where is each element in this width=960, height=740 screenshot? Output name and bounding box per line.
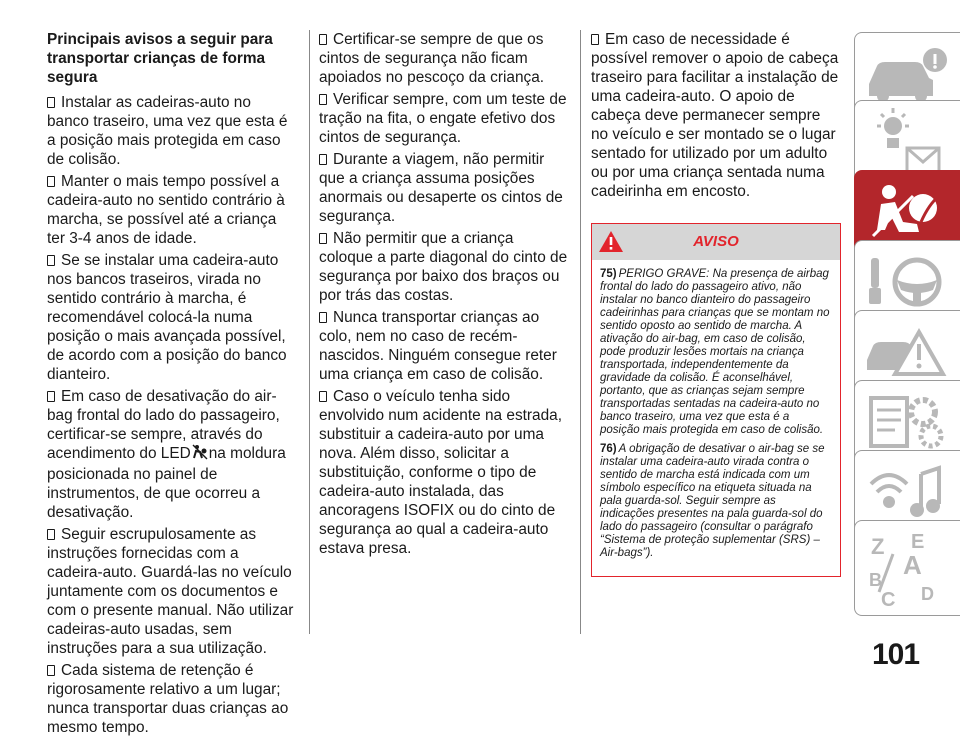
checkbox-bullet-icon — [319, 34, 327, 45]
warning-box — [591, 223, 841, 577]
index-az-icon — [859, 524, 957, 612]
checkbox-bullet-icon — [319, 312, 327, 323]
bullet-item: Não permitir que a criança coloque a parte diagonal do cinto de segurança por baixo dos braços ou por trás das costas. — [319, 230, 568, 304]
airbag-off-led-icon — [192, 444, 208, 465]
bullet-item: Durante a viagem, não permitir que a criança assuma posições anormais ou desaperte os cintos de segurança. — [319, 151, 563, 225]
checkbox-bullet-icon — [47, 97, 55, 108]
column-divider-1 — [309, 30, 310, 634]
checkbox-bullet-icon — [319, 391, 327, 402]
bullet-item: Instalar as cadeiras-auto no banco traseiro, uma vez que esta é a posição mais protegida em caso de colisão. — [47, 94, 288, 168]
section-heading: Principais avisos a seguir para transportar crianças de forma segura — [47, 31, 273, 86]
checkbox-bullet-icon — [319, 154, 327, 165]
svg-text:B: B — [869, 570, 882, 590]
bullet-item: Certificar-se sempre de que os cintos de segurança não ficam apoiados no pescoço da criança. — [319, 31, 545, 86]
checkbox-bullet-icon — [47, 529, 55, 540]
column-divider-2 — [580, 30, 581, 634]
svg-text:C: C — [881, 589, 896, 611]
column-1 — [47, 30, 297, 740]
bullet-item: Verificar sempre, com um teste de tração na fita, o engate efetivo dos cintos de segurança. — [319, 91, 567, 146]
checkbox-bullet-icon — [591, 34, 599, 45]
warning-note: 76) A obrigação de desativar o air-bag se se instalar uma cadeira-auto virada contra o sentido de marcha está indicada com um símbolo específico na etiqueta situada na pala guarda-sol. Seguir sempre as indicações presentes na pala guarda-sol do lado do passageiro (consultar o parágrafo “Sistema de proteção suplementar (SRS) – Air-bags”). — [600, 443, 825, 559]
svg-text:Z: Z — [871, 534, 885, 559]
column-2 — [319, 30, 569, 561]
page-number: 101 — [872, 638, 920, 671]
warning-body — [592, 260, 840, 576]
checkbox-bullet-icon — [47, 391, 55, 402]
checkbox-bullet-icon — [319, 94, 327, 105]
bullet-item: Manter o mais tempo possível a cadeira-auto no sentido contrário à marcha, se possível até a criança ter 3-4 anos de idade. — [47, 173, 285, 247]
svg-text:A: A — [903, 550, 922, 580]
svg-text:D: D — [921, 584, 934, 604]
checkbox-bullet-icon — [47, 176, 55, 187]
bullet-item: Caso o veículo tenha sido envolvido num acidente na estrada, substituir a cadeira-auto por uma nova. Além disso, solicitar a substituição, conforme o tipo de cadeira-auto instalada, das ancoragens ISOFIX ou do cinto de segurança ao qual a cadeira-auto estava presa. — [319, 388, 562, 557]
bullet-item: Se se instalar uma cadeira-auto nos bancos traseiros, virada no sentido contrário à marcha, é recomendável colocá-la numa posição o mais avançada possível, de acordo com a posição do banco dianteiro. — [47, 252, 287, 383]
checkbox-bullet-icon — [47, 665, 55, 676]
warning-note: 75) PERIGO GRAVE: Na presença de airbag frontal do lado do passageiro ativo, não instalar no banco dianteiro do passageiro cadeirinhas para crianças que se montam no sentido oposto ao sentido de marcha. A ativação do air-bag, em caso de colisão, pode produzir lesões mortais na criança transportada, independentemente da gravidade da colisão. É aconselhável, portanto, que as crianças sejam sempre transportadas sentadas na cadeira-auto no banco traseiro, uma vez que esta é a posição mais protegida em caso de colisão. — [600, 268, 830, 436]
column-3 — [591, 30, 841, 577]
warning-triangle-icon — [598, 230, 624, 267]
bullet-item: Seguir escrupulosamente as instruções fornecidas com a cadeira-auto. Guardá-las no veículo juntamente com os documentos e com o presente manual. Não utilizar cadeiras-auto usadas, sem instruções para a sua utilização. — [47, 526, 294, 657]
warning-title: AVISO — [693, 233, 739, 250]
bullet-item: Em caso de necessidade é possível remover o apoio de cabeça traseiro para facilitar a instalação de uma cadeira-auto. O apoio de cabeça deve permanecer sempre no veículo e ser montado se o lugar sentado for utilizado por um adulto ou por uma criança sentada numa cadeirinha em encosto. — [591, 31, 839, 200]
tab-index[interactable] — [854, 520, 960, 616]
bullet-item: Cada sistema de retenção é rigorosamente relativo a um lugar; nunca transportar duas crianças ao mesmo tempo. — [47, 662, 289, 736]
checkbox-bullet-icon — [47, 255, 55, 266]
checkbox-bullet-icon — [319, 233, 327, 244]
svg-text:E: E — [911, 531, 925, 553]
bullet-item: Em caso de desativação do air-bag frontal do lado do passageiro, certificar-se sempre, através do acendimento do LED na moldura posicionada no painel de instrumentos, de que ocorreu a desativação. — [47, 388, 286, 521]
bullet-item: Nunca transportar crianças ao colo, nem no caso de recém-nascidos. Ninguém consegue reter uma criança em caso de colisão. — [319, 309, 557, 383]
warning-header — [592, 224, 840, 260]
